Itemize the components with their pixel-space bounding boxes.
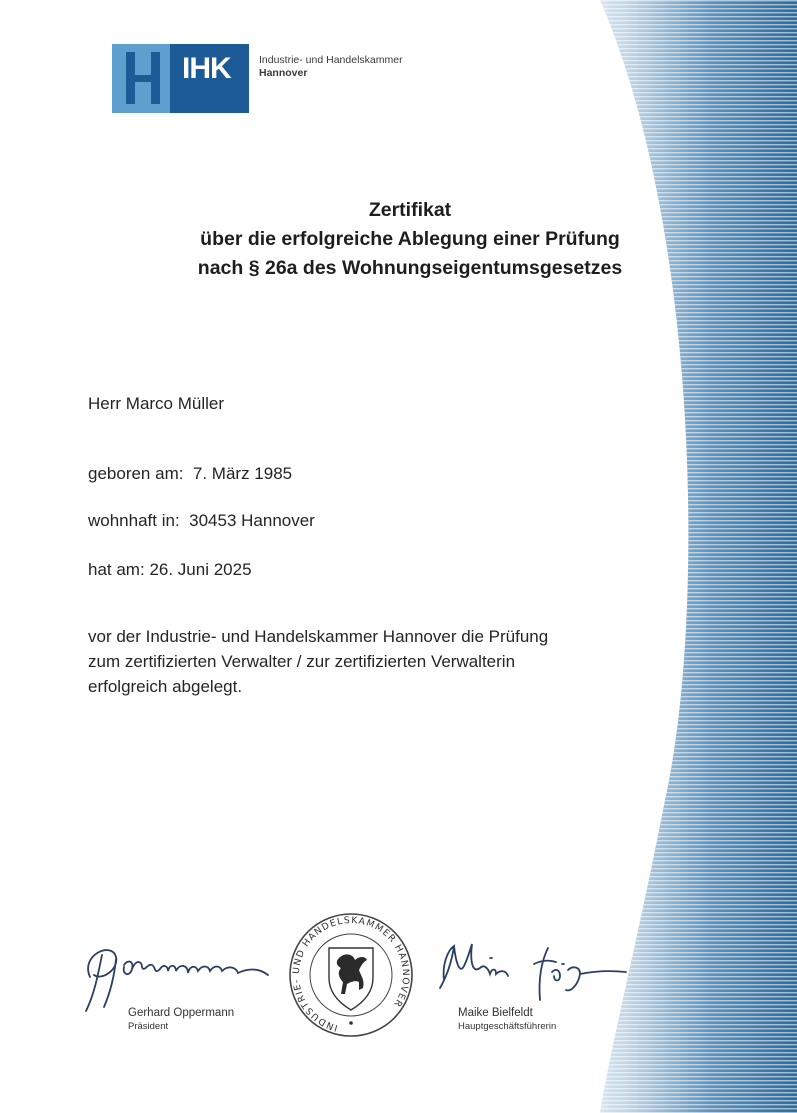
h-mark-icon — [126, 52, 160, 104]
exam-date: 26. Juni 2025 — [149, 560, 252, 579]
certificate-title — [140, 196, 680, 283]
logo-caption-line2: Hannover — [259, 67, 308, 79]
statement-line-3: erfolgreich abgelegt. — [88, 677, 243, 696]
signatory-president-role: Präsident — [128, 1021, 169, 1032]
birth-row — [88, 464, 292, 484]
recipient-name: Herr Marco Müller — [88, 394, 225, 413]
statement-line-1: vor der Industrie- und Handelskammer Hannover die Prüfung — [88, 627, 549, 646]
residence-value: 30453 Hannover — [189, 511, 315, 530]
title-line-1: Zertifikat — [368, 199, 452, 221]
residence-label: wohnhaft in: — [88, 511, 180, 530]
signatory-director-role: Hauptgeschäftsführerin — [458, 1021, 557, 1032]
exam-label: hat am: — [88, 560, 145, 579]
exam-date-row — [88, 560, 252, 580]
seal-ring-text: INDUSTRIE- UND HANDELSKAMMER HANNOVER — [290, 914, 412, 1034]
logo-caption-line1: Industrie- und Handelskammer — [259, 54, 403, 66]
title-line-2: über die erfolgreiche Ablegung einer Prüfung — [200, 228, 620, 250]
signatory-president — [128, 1006, 234, 1034]
signatory-president-name: Gerhard Oppermann — [128, 1007, 235, 1019]
title-line-3: nach § 26a des Wohnungseigentumsgesetzes — [197, 257, 623, 279]
logo-abbreviation: IHK — [182, 52, 231, 85]
birth-label: geboren am: — [88, 464, 184, 483]
signature-managing-director-icon — [430, 930, 635, 1010]
signatory-managing-director — [458, 1006, 556, 1034]
birth-date: 7. März 1985 — [192, 464, 293, 483]
signature-president-icon — [72, 935, 277, 1015]
residence-row — [88, 511, 315, 531]
logo-caption — [259, 54, 403, 80]
statement-line-2: zum zertifizierten Verwalter / zur zertifizierten Verwalterin — [88, 652, 516, 671]
chamber-seal — [289, 910, 413, 1040]
signatory-director-name: Maike Bielfeldt — [458, 1007, 533, 1019]
ihk-logo — [112, 44, 249, 113]
statement-paragraph — [88, 624, 548, 699]
